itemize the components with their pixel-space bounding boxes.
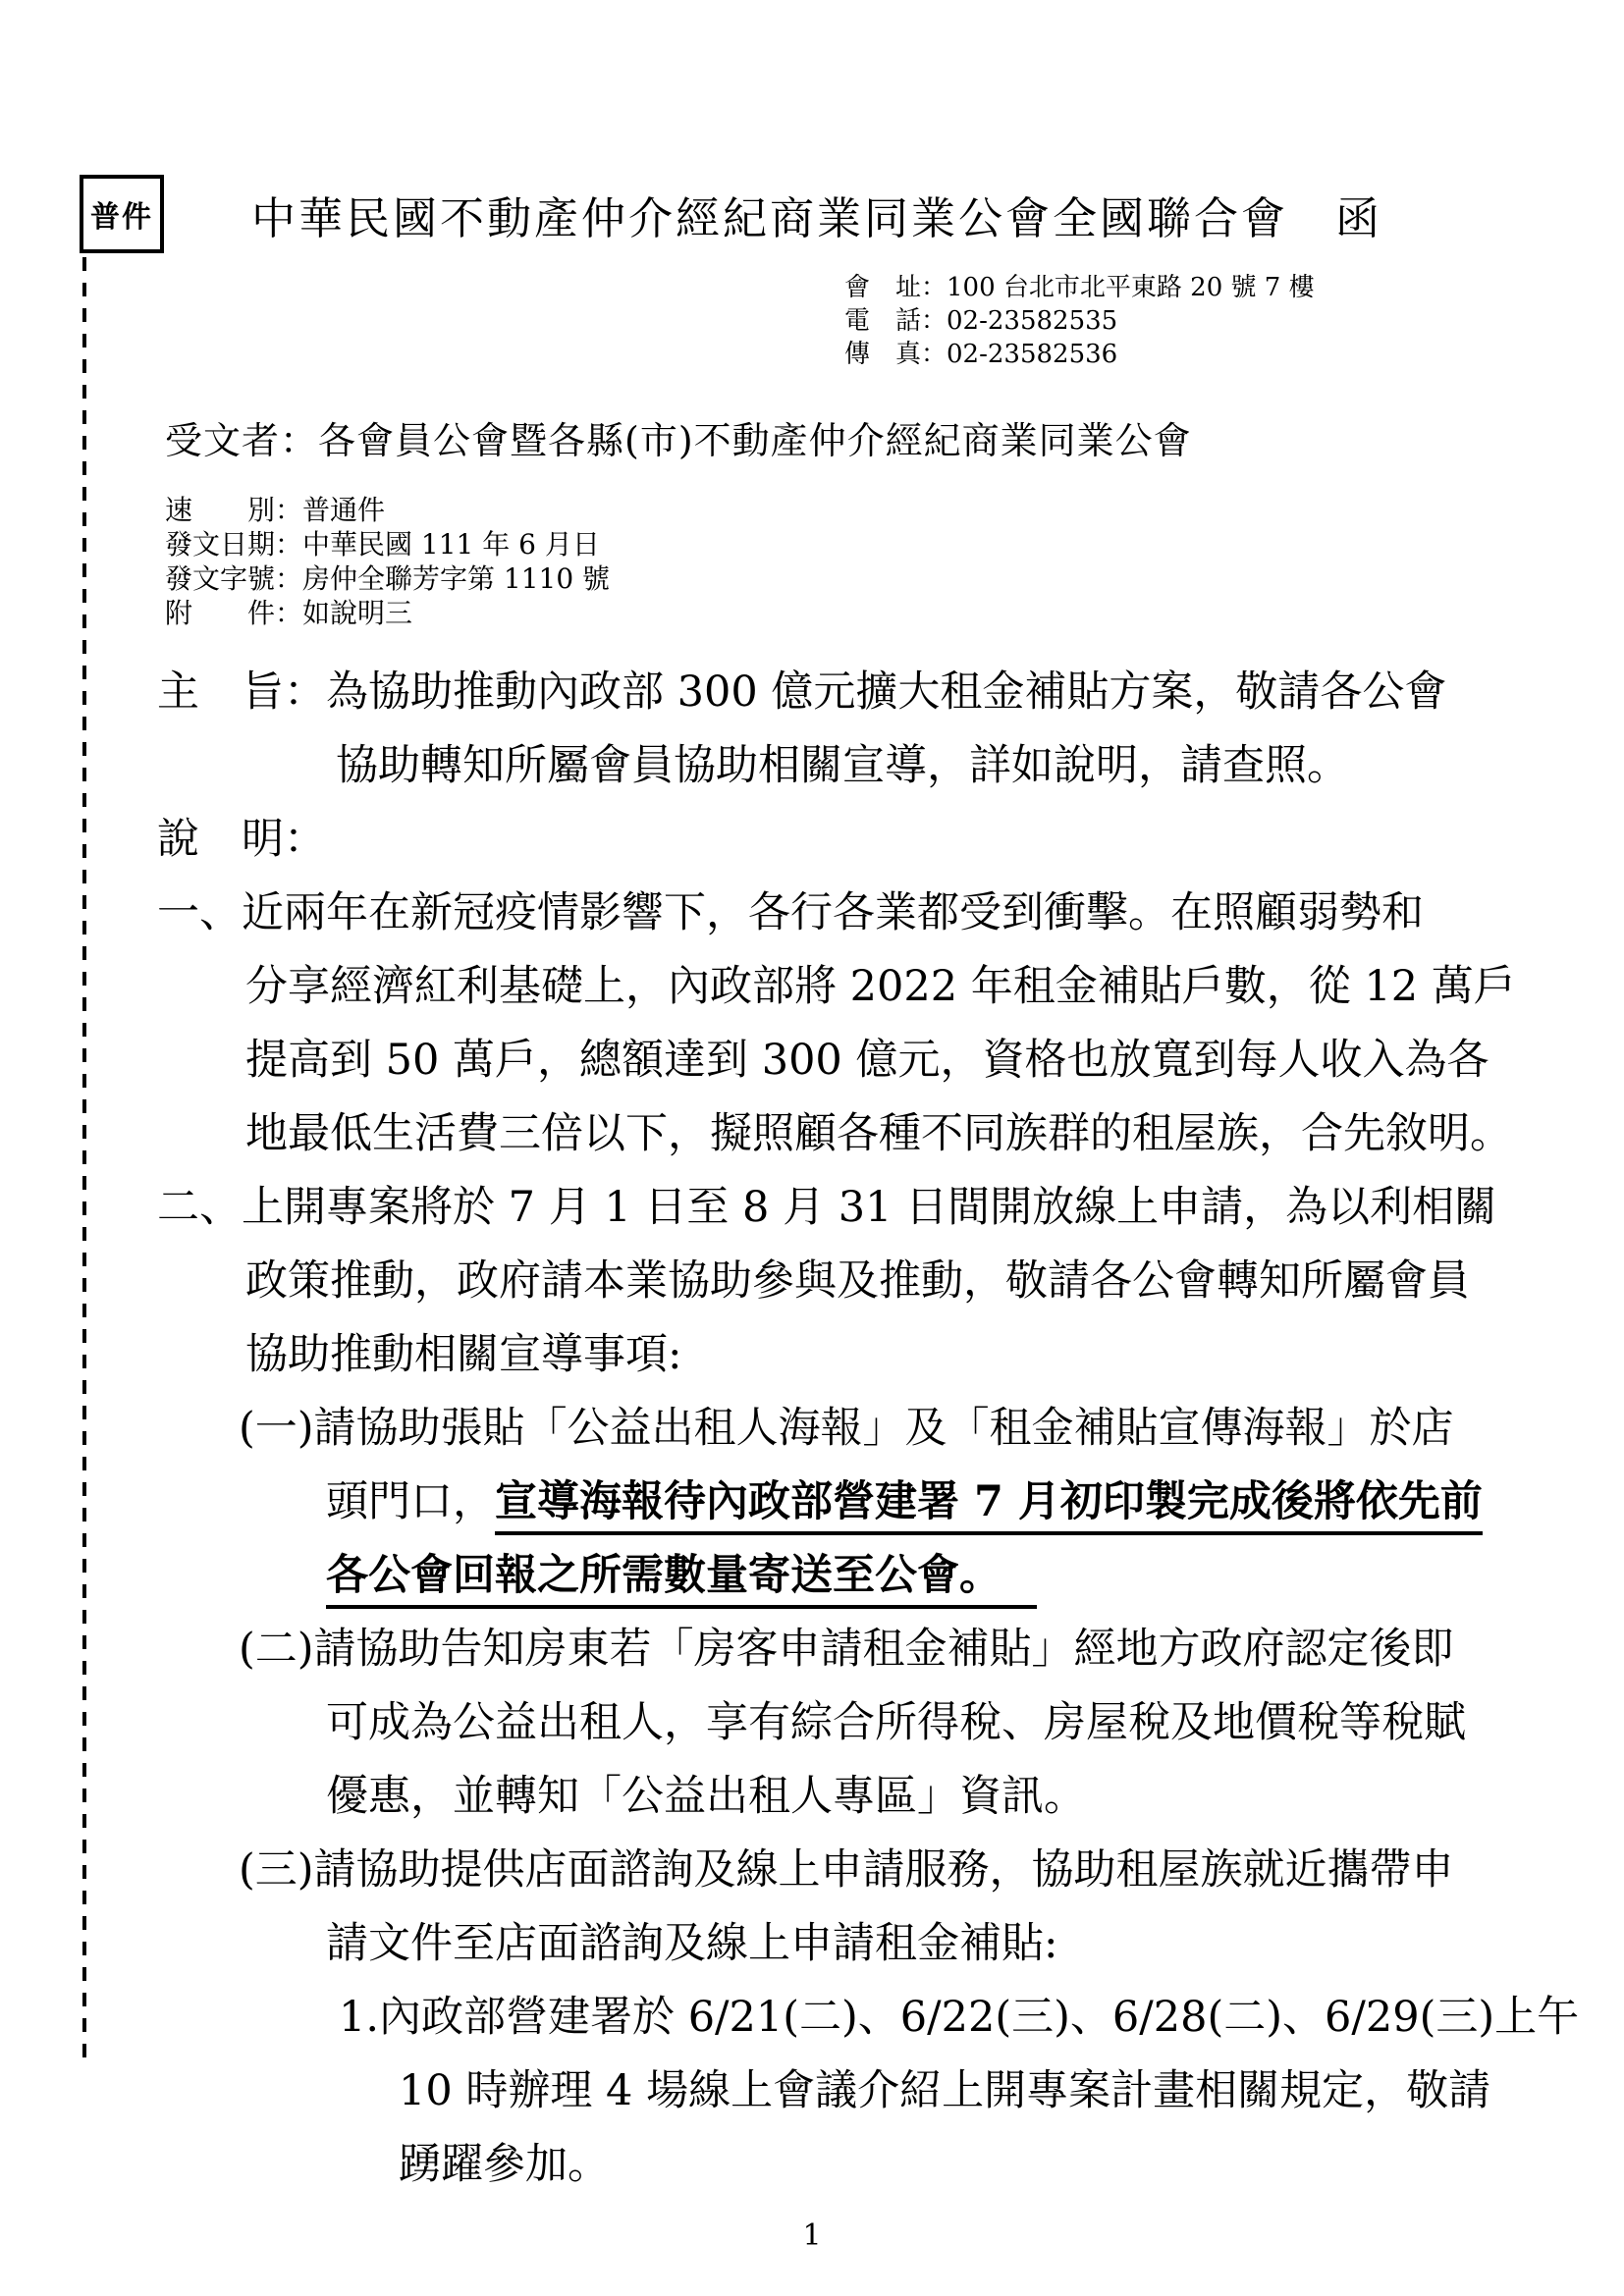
item3-subitem1-line3: 踴躍參加。 xyxy=(399,2140,610,2189)
meta-attachment: 附 件：如說明三 xyxy=(165,597,413,629)
contact-address: 會 址：100 台北市北平東路 20 號 7 樓 xyxy=(844,273,1315,302)
letter-body xyxy=(0,656,1624,2202)
meta-speed: 速 別：普通件 xyxy=(165,494,386,526)
paragraph1-line4: 地最低生活費三倍以下，擬照顧各種不同族群的租屋族，合先敘明。 xyxy=(245,1109,1512,1158)
meta-date: 發文日期：中華民國 111 年 6 月日 xyxy=(165,528,600,561)
contact-phone: 電 話：02-23582535 xyxy=(844,306,1118,336)
contact-block xyxy=(844,271,1315,371)
subject-line-2: 協助轉知所屬會員協助相關宣導，詳如說明，請查照。 xyxy=(336,741,1349,790)
page-number: 1 xyxy=(802,2218,822,2253)
mail-class-stamp: 普件 xyxy=(80,175,164,253)
recipient-line: 受文者：各會員公會暨各縣(市)不動產仲介經紀商業同業公會 xyxy=(165,419,1192,462)
item1-line3 xyxy=(0,1539,1624,1613)
paragraph1-line2: 分享經濟紅利基礎上，內政部將 2022 年租金補貼戶數，從 12 萬戶 xyxy=(245,962,1516,1011)
subject-line-1: 主 旨：為協助推動內政部 300 億元擴大租金補貼方案，敬請各公會 xyxy=(157,667,1447,717)
item1-line2-normal: 頭門口， xyxy=(326,1477,495,1526)
paragraph1-line1: 一、近兩年在新冠疫情影響下，各行各業都受到衝擊。在照顧弱勢和 xyxy=(157,888,1424,937)
item1-line3-emphasis: 各公會回報之所需數量寄送至公會。 xyxy=(326,1551,1037,1609)
org-title: 中華民國不動產仲介經紀商業同業公會全國聯合會 函 xyxy=(251,192,1383,244)
item2-line3: 優惠，並轉知「公益出租人專區」資訊。 xyxy=(326,1772,1086,1821)
explanation-label: 說 明： xyxy=(157,815,326,864)
item1-line1: (一)請協助張貼「公益出租人海報」及「租金補貼宣傳海報」於店 xyxy=(239,1404,1454,1453)
meta-block xyxy=(165,493,610,630)
item2-line2: 可成為公益出租人，享有綜合所得稅、房屋稅及地價稅等稅賦 xyxy=(326,1698,1466,1747)
item3-line2: 請文件至店面諮詢及線上申請租金補貼: xyxy=(326,1919,1058,1968)
item3-line1: (三)請協助提供店面諮詢及線上申請服務，協助租屋族就近攜帶申 xyxy=(239,1845,1454,1895)
meta-ref-no: 發文字號：房仲全聯芳字第 1110 號 xyxy=(165,562,611,595)
paragraph2-line2: 政策推動，政府請本業協助參與及推動，敬請各公會轉知所屬會員 xyxy=(245,1256,1470,1306)
item1-line2-emphasis: 宣導海報待內政部營建署 7 月初印製完成後將依先前 xyxy=(495,1477,1483,1535)
paragraph2-line1: 二、上開專案將於 7 月 1 日至 8 月 31 日間開放線上申請，為以利相關 xyxy=(157,1183,1497,1232)
item3-subitem1-line2: 10 時辦理 4 場線上會議介紹上開專案計畫相關規定，敬請 xyxy=(399,2066,1491,2115)
item3-subitem1-line1: 1.內政部營建署於 6/21(二)、6/22(三)、6/28(二)、6/29(三)上午 xyxy=(339,1993,1580,2042)
contact-fax: 傳 真：02-23582536 xyxy=(844,340,1118,369)
paragraph1-line3: 提高到 50 萬戶，總額達到 300 億元，資格也放寬到每人收入為各 xyxy=(245,1036,1489,1085)
item2-line1: (二)請協助告知房東若「房客申請租金補貼」經地方政府認定後即 xyxy=(239,1625,1454,1674)
item1-line2 xyxy=(0,1466,1624,1539)
paragraph2-line3: 協助推動相關宣導事項: xyxy=(245,1330,682,1379)
